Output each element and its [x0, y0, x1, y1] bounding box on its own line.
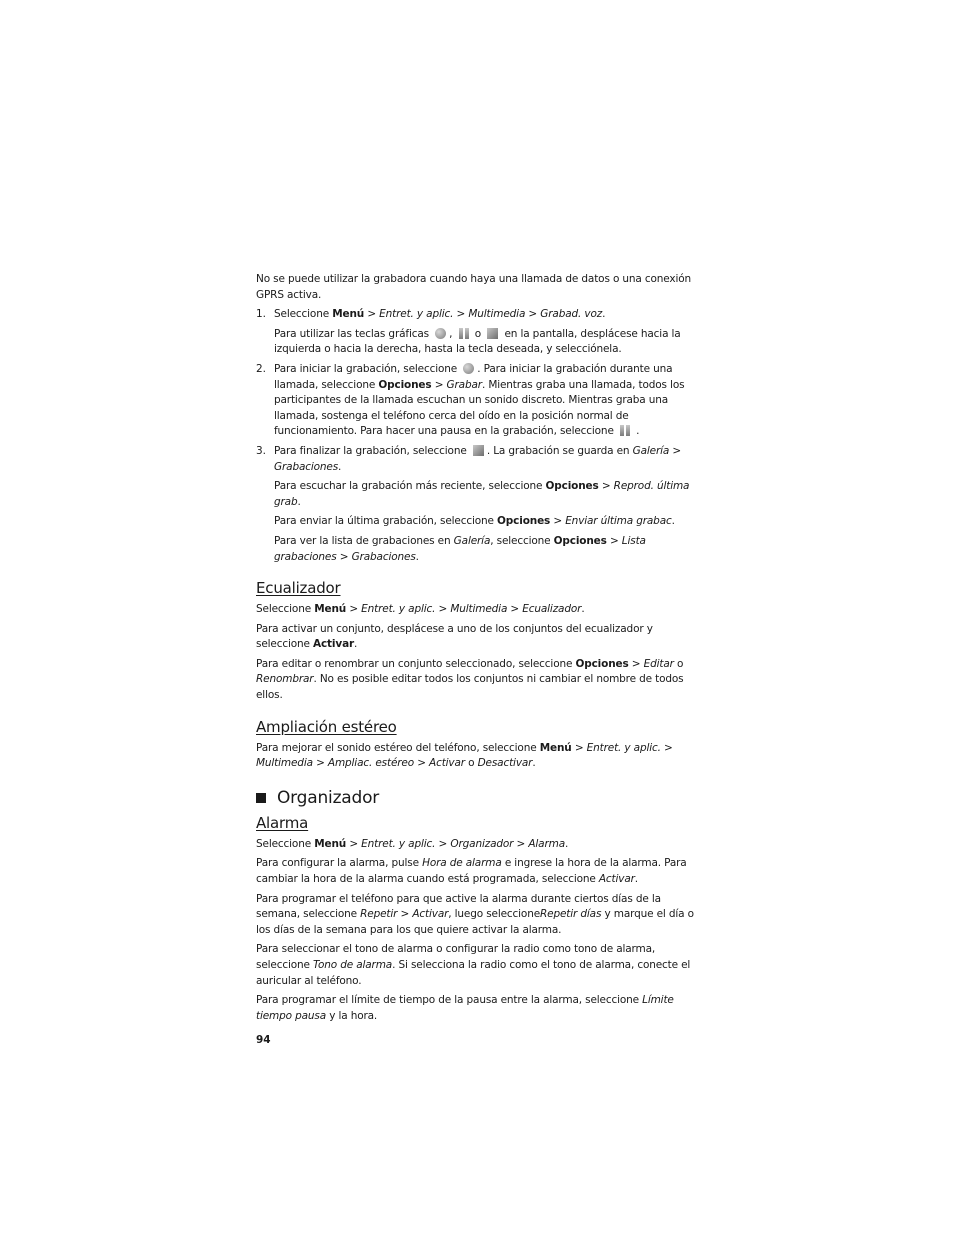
alarma-snooze: Para programar el límite de tiempo de la pausa entre la alarma, seleccione Límite tiempo pausa y la hora.: [256, 994, 674, 1022]
section-heading-alarma: Alarma: [256, 813, 309, 832]
alarma-path: Seleccione Menú > Entret. y aplic. > Organizador > Alarma.: [256, 837, 569, 850]
step-1-detail: Para utilizar las teclas gráficas , o en la pantalla, desplácese hacia la izquierda o hacia la derecha, hasta la tecla deseada, y selecciónela.: [274, 327, 681, 356]
chapter-heading-organizador: Organizador: [256, 788, 704, 808]
section-heading-ampliacion: Ampliación estéreo: [256, 717, 397, 736]
record-circle-icon: [435, 328, 446, 339]
ecualizador-activate: Para activar un conjunto, desplácese a uno de los conjuntos del ecualizador y seleccione Activar.: [256, 622, 653, 651]
pause-icon: [459, 328, 469, 339]
step-3-send: Para enviar la última grabación, seleccione Opciones > Enviar última grabac.: [274, 515, 675, 528]
ecualizador-edit: Para editar o renombrar un conjunto seleccionado, seleccione Opciones > Editar o Renombrar. No es posible editar todos los conjuntos ni cambiar el nombre de todos ellos.: [256, 657, 684, 702]
page-number: 94: [256, 1034, 271, 1047]
stop-icon: [487, 328, 498, 339]
alarma-configure: Para configurar la alarma, pulse Hora de alarma e ingrese la hora de la alarma. Para cambiar la hora de la alarma cuando está programada, seleccione Activar.: [256, 857, 687, 886]
step-3-list: Para ver la lista de grabaciones en Galería, seleccione Opciones > Lista grabaciones > Grabaciones.: [274, 534, 646, 563]
step-1: 1. Seleccione Menú > Entret. y aplic. > Multimedia > Grabad. voz.: [256, 308, 606, 321]
section-heading-ecualizador: Ecualizador: [256, 579, 341, 598]
pause-icon: [620, 425, 630, 436]
page-content: [256, 272, 704, 1046]
ecualizador-path: Seleccione Menú > Entret. y aplic. > Multimedia > Ecualizador.: [256, 603, 585, 616]
record-circle-icon: [463, 363, 474, 374]
alarma-tone: Para seleccionar el tono de alarma o configurar la radio como tono de alarma, seleccione Tono de alarma. Si selecciona la radio como el tono de alarma, conecte el auricular al teléfono.: [256, 943, 691, 987]
step-3-listen: Para escuchar la grabación más reciente, seleccione Opciones > Reprod. última grab.: [274, 480, 690, 508]
step-2: 2. Para iniciar la grabación, seleccione . Para iniciar la grabación durante una llamada, seleccione Opciones > Grabar. Mientras graba una llamada, todos los participantes de la llamada escuchan un sonido discreto. Mientras graba una llamada, sostenga el teléfono cerca del oído en la posición normal de funcionamiento. Para hacer una pausa en la grabación, seleccione .: [256, 362, 685, 438]
intro-paragraph: No se puede utilizar la grabadora cuando haya una llamada de datos o una conexión GPRS activa.: [256, 273, 692, 301]
step-3: 3. Para finalizar la grabación, seleccione . La grabación se guarda en Galería > Grabaciones.: [256, 444, 682, 473]
square-bullet-icon: [256, 793, 266, 803]
alarma-repeat: Para programar el teléfono para que active la alarma durante ciertos días de la semana, seleccione Repetir > Activar, luego seleccioneRepetir días y marque el día o los días de la semana para los que quiere activar la alarma.: [256, 892, 694, 936]
recorder-steps: [256, 307, 704, 565]
stop-icon: [473, 445, 484, 456]
ampliacion-path: Para mejorar el sonido estéreo del teléfono, seleccione Menú > Entret. y aplic. > Multimedia > Ampliac. estéreo > Activar o Desactivar.: [256, 741, 673, 770]
